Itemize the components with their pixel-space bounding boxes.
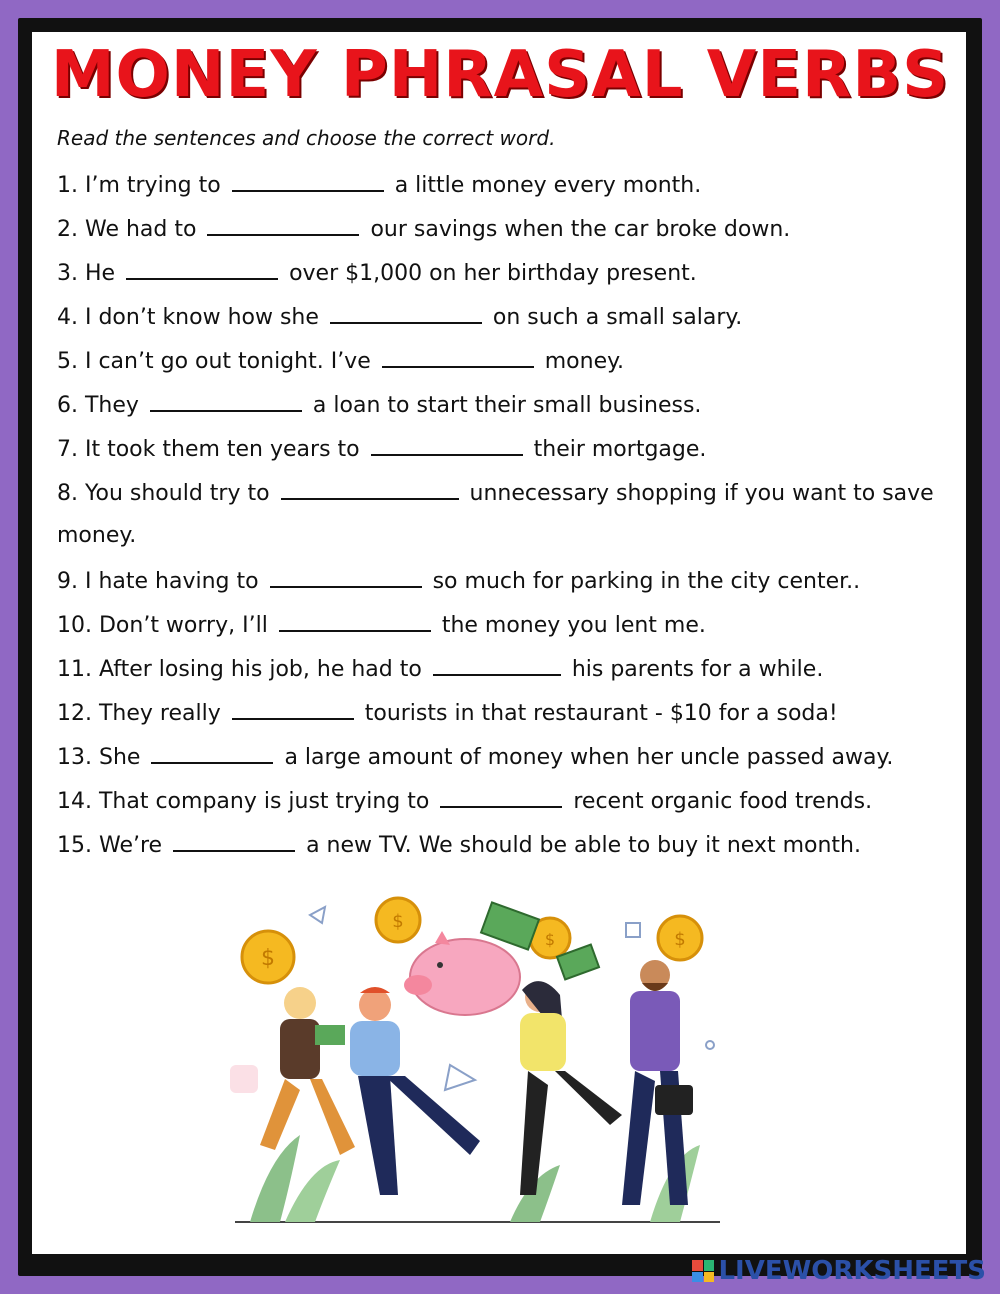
svg-text:$: $ [674, 929, 686, 950]
question-text-after: over $1,000 on her birthday present. [289, 261, 697, 286]
question-3 [57, 258, 957, 288]
piggy-bank-icon [404, 931, 520, 1015]
answer-blank[interactable] [232, 698, 354, 720]
question-text-after: their mortgage. [533, 437, 707, 462]
question-text-before: 9. I hate having to [57, 569, 259, 594]
answer-blank[interactable] [279, 610, 431, 632]
question-14 [57, 786, 957, 816]
question-text-before: money. [57, 523, 137, 548]
question-text-after: a loan to start their small business. [312, 393, 702, 418]
svg-text:$: $ [261, 946, 275, 971]
instructions: Read the sentences and choose the correct word. [57, 126, 556, 150]
question-5 [57, 346, 957, 376]
answer-blank[interactable] [173, 830, 295, 852]
briefcase-icon [655, 1085, 693, 1115]
coin-icon [242, 931, 294, 983]
question-13 [57, 742, 957, 772]
question-text-after: so much for parking in the city center.. [432, 569, 861, 594]
question-7 [57, 434, 957, 464]
question-text-after: unnecessary shopping if you want to save [469, 481, 934, 506]
person-yellow-shirt [520, 981, 622, 1195]
question-text-before: 1. I’m trying to [57, 173, 221, 198]
answer-blank[interactable] [232, 170, 384, 192]
question-8 [57, 478, 957, 508]
question-text-after: tourists in that restaurant - $10 for a soda! [364, 701, 838, 726]
question-text-before: 3. He [57, 261, 116, 286]
question-2 [57, 214, 957, 244]
question-text-before: 15. We’re [57, 833, 163, 858]
answer-blank[interactable] [433, 654, 561, 676]
money-celebration-illustration [230, 895, 730, 1230]
question-text-after: on such a small salary. [492, 305, 743, 330]
answer-blank[interactable] [150, 390, 302, 412]
page-title: MONEY PHRASAL VERBS [50, 38, 950, 112]
person-left [260, 987, 355, 1155]
answer-blank[interactable] [382, 346, 534, 368]
question-text-before: 8. You should try to [57, 481, 270, 506]
answer-blank[interactable] [270, 566, 422, 588]
question-text-before: 4. I don’t know how she [57, 305, 319, 330]
brand-logo-icon [692, 1260, 714, 1282]
question-text-after: his parents for a while. [571, 657, 824, 682]
person-purple-vest [622, 960, 693, 1205]
question-4 [57, 302, 957, 332]
question-15 [57, 830, 957, 860]
question-text-after: money. [544, 349, 624, 374]
question-text-after: recent organic food trends. [573, 789, 873, 814]
coin-icon [658, 916, 702, 960]
question-text-before: 2. We had to [57, 217, 197, 242]
question-text-after: a large amount of money when her uncle passed away. [284, 745, 894, 770]
question-text-before: 11. After losing his job, he had to [57, 657, 422, 682]
question-text-before: 6. They [57, 393, 139, 418]
footer-brand[interactable] [692, 1256, 986, 1286]
question-1 [57, 170, 957, 200]
answer-blank[interactable] [330, 302, 482, 324]
brand-name: LIVEWORKSHEETS [718, 1256, 986, 1286]
question-text-before: 5. I can’t go out tonight. I’ve [57, 349, 371, 374]
coin-icon [376, 898, 420, 942]
person-red-hair [350, 987, 480, 1195]
svg-text:$: $ [392, 911, 404, 932]
question-text-before: 14. That company is just trying to [57, 789, 430, 814]
question-text-after: a little money every month. [394, 173, 702, 198]
question-text-before: 12. They really [57, 701, 221, 726]
question-8-continued [57, 522, 957, 550]
answer-blank[interactable] [207, 214, 359, 236]
answer-blank[interactable] [126, 258, 278, 280]
question-9 [57, 566, 957, 596]
answer-blank[interactable] [281, 478, 459, 500]
answer-blank[interactable] [151, 742, 273, 764]
question-text-after: our savings when the car broke down. [370, 217, 791, 242]
question-6 [57, 390, 957, 420]
question-text-after: a new TV. We should be able to buy it next month. [306, 833, 861, 858]
question-11 [57, 654, 957, 684]
svg-text:$: $ [544, 930, 556, 949]
question-10 [57, 610, 957, 640]
question-text-before: 13. She [57, 745, 141, 770]
answer-blank[interactable] [371, 434, 523, 456]
question-text-before: 10. Don’t worry, I’ll [57, 613, 268, 638]
question-text-after: the money you lent me. [441, 613, 706, 638]
question-text-before: 7. It took them ten years to [57, 437, 360, 462]
answer-blank[interactable] [440, 786, 562, 808]
question-12 [57, 698, 957, 728]
